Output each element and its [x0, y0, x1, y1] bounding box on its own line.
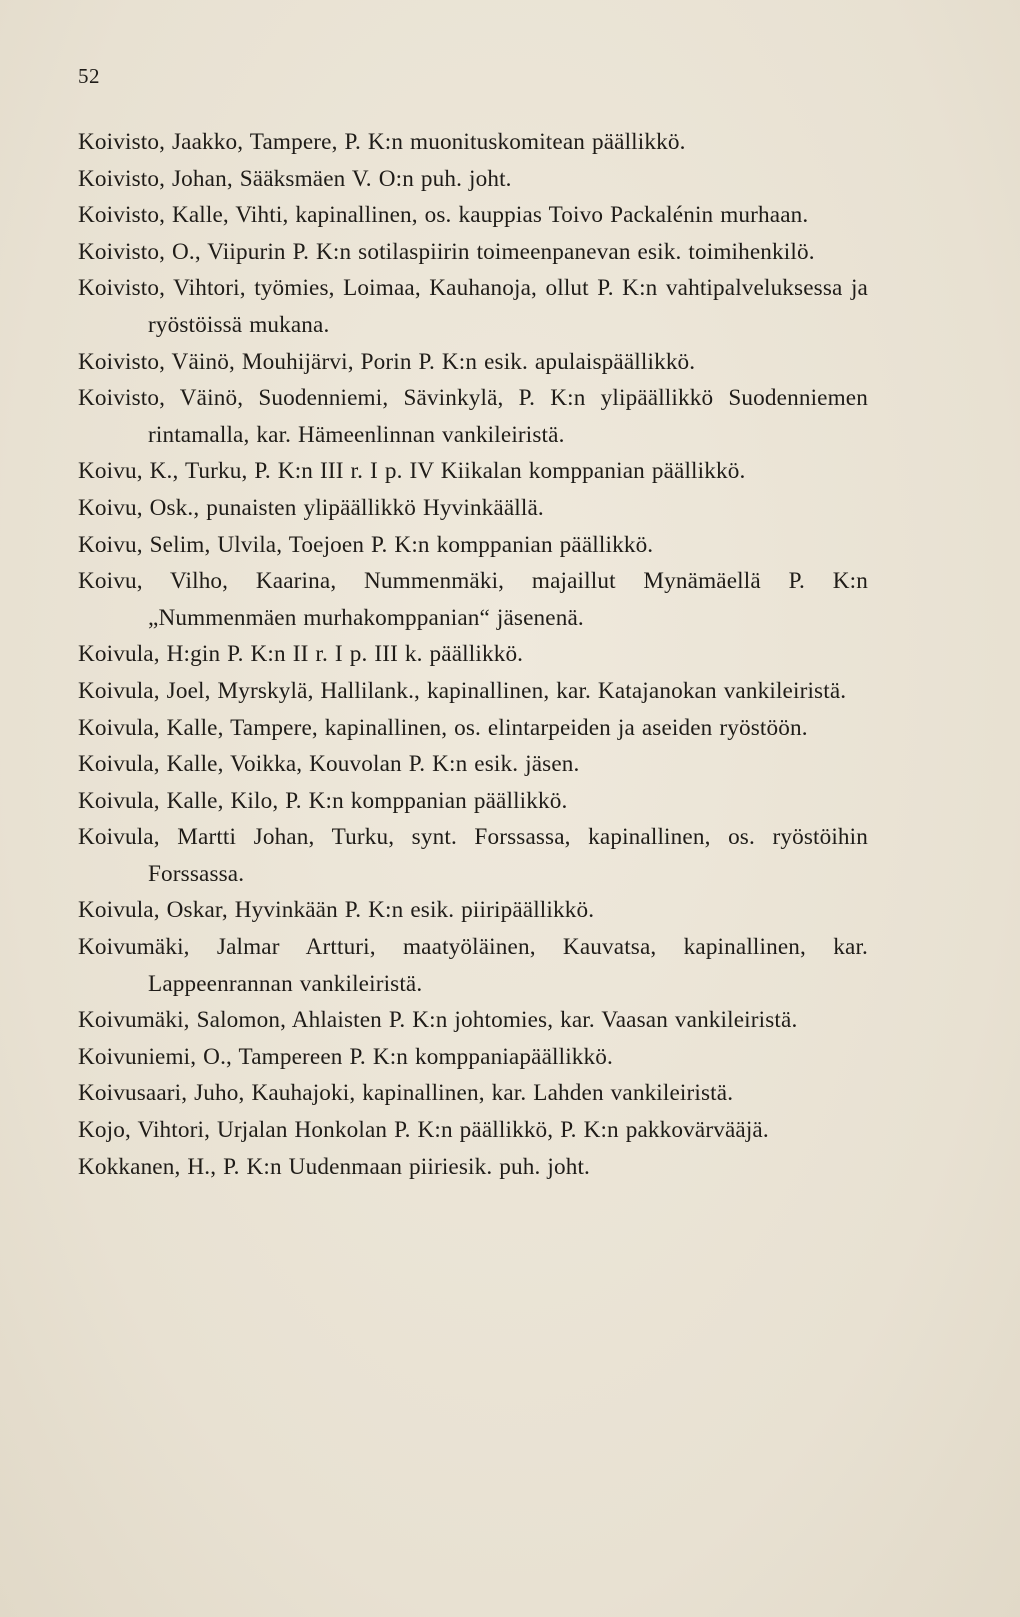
entry-name: Koivisto, Jaakko, [78, 129, 244, 155]
entry-description: Kilo, P. K:n komppanian päällikkö. [230, 787, 568, 814]
entry-description: Viipurin P. K:n sotilaspiirin toimeenpanevan esik. toimihenkilö. [207, 238, 815, 265]
entry-description: Hyvinkään P. K:n esik. piiripäällikkö. [234, 897, 595, 924]
list-item [78, 1149, 868, 1186]
entry-description: Ulvila, Toejoen P. K:n komppanian päällikkö. [217, 531, 654, 558]
list-item [78, 527, 868, 564]
entry-name: Koivumäki, Jalmar Artturi, [78, 934, 376, 961]
entry-name: Koivula, Joel, [78, 677, 211, 704]
entry-name: Kojo, Vihtori, [78, 1117, 211, 1144]
entry-description: maatyöläinen, Kauvatsa, kapinallinen, kar. Lappeenrannan vankileiristä. [148, 934, 868, 997]
list-item [78, 234, 868, 271]
entry-name: Koivuniemi, O., [78, 1043, 232, 1070]
entry-description: Vihti, kapinallinen, os. kauppias Toivo Packalénin murhaan. [235, 202, 809, 229]
entry-description: Kauhajoki, kapinallinen, kar. Lahden vankileiristä. [251, 1080, 734, 1107]
entry-description: Sääksmäen V. O:n puh. joht. [239, 165, 512, 192]
entry-description: Myrskylä, Hallilank., kapinallinen, kar. Katajanokan vankileiristä. [217, 677, 847, 704]
entry-name: Koivula, Oskar, [78, 897, 228, 924]
page-number: 52 [78, 64, 100, 88]
entry-description: Urjalan Honkolan P. K:n päällikkö, P. K:n pakkovärvääjä. [217, 1117, 769, 1144]
entry-description: Voikka, Kouvolan P. K:n esik. jäsen. [230, 751, 580, 778]
entry-name: Koivu, Vilho, [78, 568, 229, 595]
list-item [78, 380, 868, 453]
entry-name: Koivu, Osk., [78, 494, 200, 521]
entry-description: Tampere, kapinallinen, os. elintarpeiden ja aseiden ryöstöön. [230, 714, 808, 741]
entry-description: Tampereen P. K:n komppaniapäällikkö. [238, 1043, 613, 1070]
list-item [78, 746, 868, 783]
list-item [78, 783, 868, 820]
entry-name: Koivu, Selim, [78, 531, 211, 558]
entry-description: Suodenniemi, Sävinkylä, P. K:n ylipäällikkö Suodenniemen rintamalla, kar. Hämeenlinnan vankileiristä. [148, 385, 868, 448]
entry-description: P. K:n Uudenmaan piiriesik. puh. joht. [223, 1153, 590, 1180]
list-item [78, 490, 868, 527]
entry-name: Koivisto, Väinö, [78, 348, 235, 375]
list-item [78, 1002, 868, 1039]
entry-name: Koivisto, Vihtori, [78, 275, 246, 302]
entry-description: työmies, Loimaa, Kauhanoja, ollut P. K:n vahtipalveluksessa ja ryöstöissä mukana. [148, 275, 868, 338]
list-item [78, 1039, 868, 1076]
entry-description: P. K:n II r. I p. III k. päällikkö. [227, 641, 524, 668]
entry-description: Turku, P. K:n III r. I p. IV Kiikalan komppanian päällikkö. [184, 458, 746, 485]
entry-name: Koivula, Kalle, [78, 787, 224, 814]
entry-name: Koivisto, Johan, [78, 165, 233, 192]
entry-name: Koivu, K., [78, 458, 179, 485]
entry-name: Koivusaari, Juho, [78, 1080, 245, 1107]
entry-name: Koivisto, Kalle, [78, 202, 229, 229]
list-item [78, 563, 868, 636]
entry-name: Koivula, Kalle, [78, 751, 224, 778]
entry-name: Kokkanen, H., [78, 1153, 217, 1180]
list-item [78, 710, 868, 747]
list-item [78, 892, 868, 929]
entry-description: punaisten ylipäällikkö Hyvinkäällä. [206, 494, 544, 521]
list-item [78, 1112, 868, 1149]
list-item [78, 819, 868, 892]
list-item [78, 197, 868, 234]
list-item [78, 636, 868, 673]
entry-description: Ahlaisten P. K:n johtomies, kar. Vaasan vankileiristä. [291, 1007, 798, 1034]
list-item [78, 1075, 868, 1112]
list-item [78, 453, 868, 490]
list-item [78, 673, 868, 710]
entry-description: Tampere, P. K:n muonituskomitean päällikkö. [249, 129, 686, 155]
list-item [78, 929, 868, 1002]
entry-name: Koivumäki, Salomon, [78, 1007, 287, 1034]
list-item [78, 270, 868, 343]
entry-description: Mouhijärvi, Porin P. K:n esik. apulaispäällikkö. [241, 348, 696, 375]
entry-name: Koivisto, O., [78, 238, 201, 265]
list-item [78, 124, 868, 161]
entry-name: Koivula, H:gin [78, 641, 221, 668]
entry-name: Koivula, Martti Johan, [78, 824, 315, 851]
entry-list [78, 124, 868, 1185]
entry-name: Koivisto, Väinö, [78, 385, 244, 412]
entry-description: Turku, synt. Forssassa, kapinallinen, os. ryöstöihin Forssassa. [148, 824, 869, 887]
entry-name: Koivula, Kalle, [78, 714, 224, 741]
entry-description: Kaarina, Nummenmäki, majaillut Mynämäellä P. K:n „Nummenmäen murhakomppanian“ jäsenenä. [148, 568, 868, 631]
list-item [78, 344, 868, 381]
list-item [78, 161, 868, 198]
